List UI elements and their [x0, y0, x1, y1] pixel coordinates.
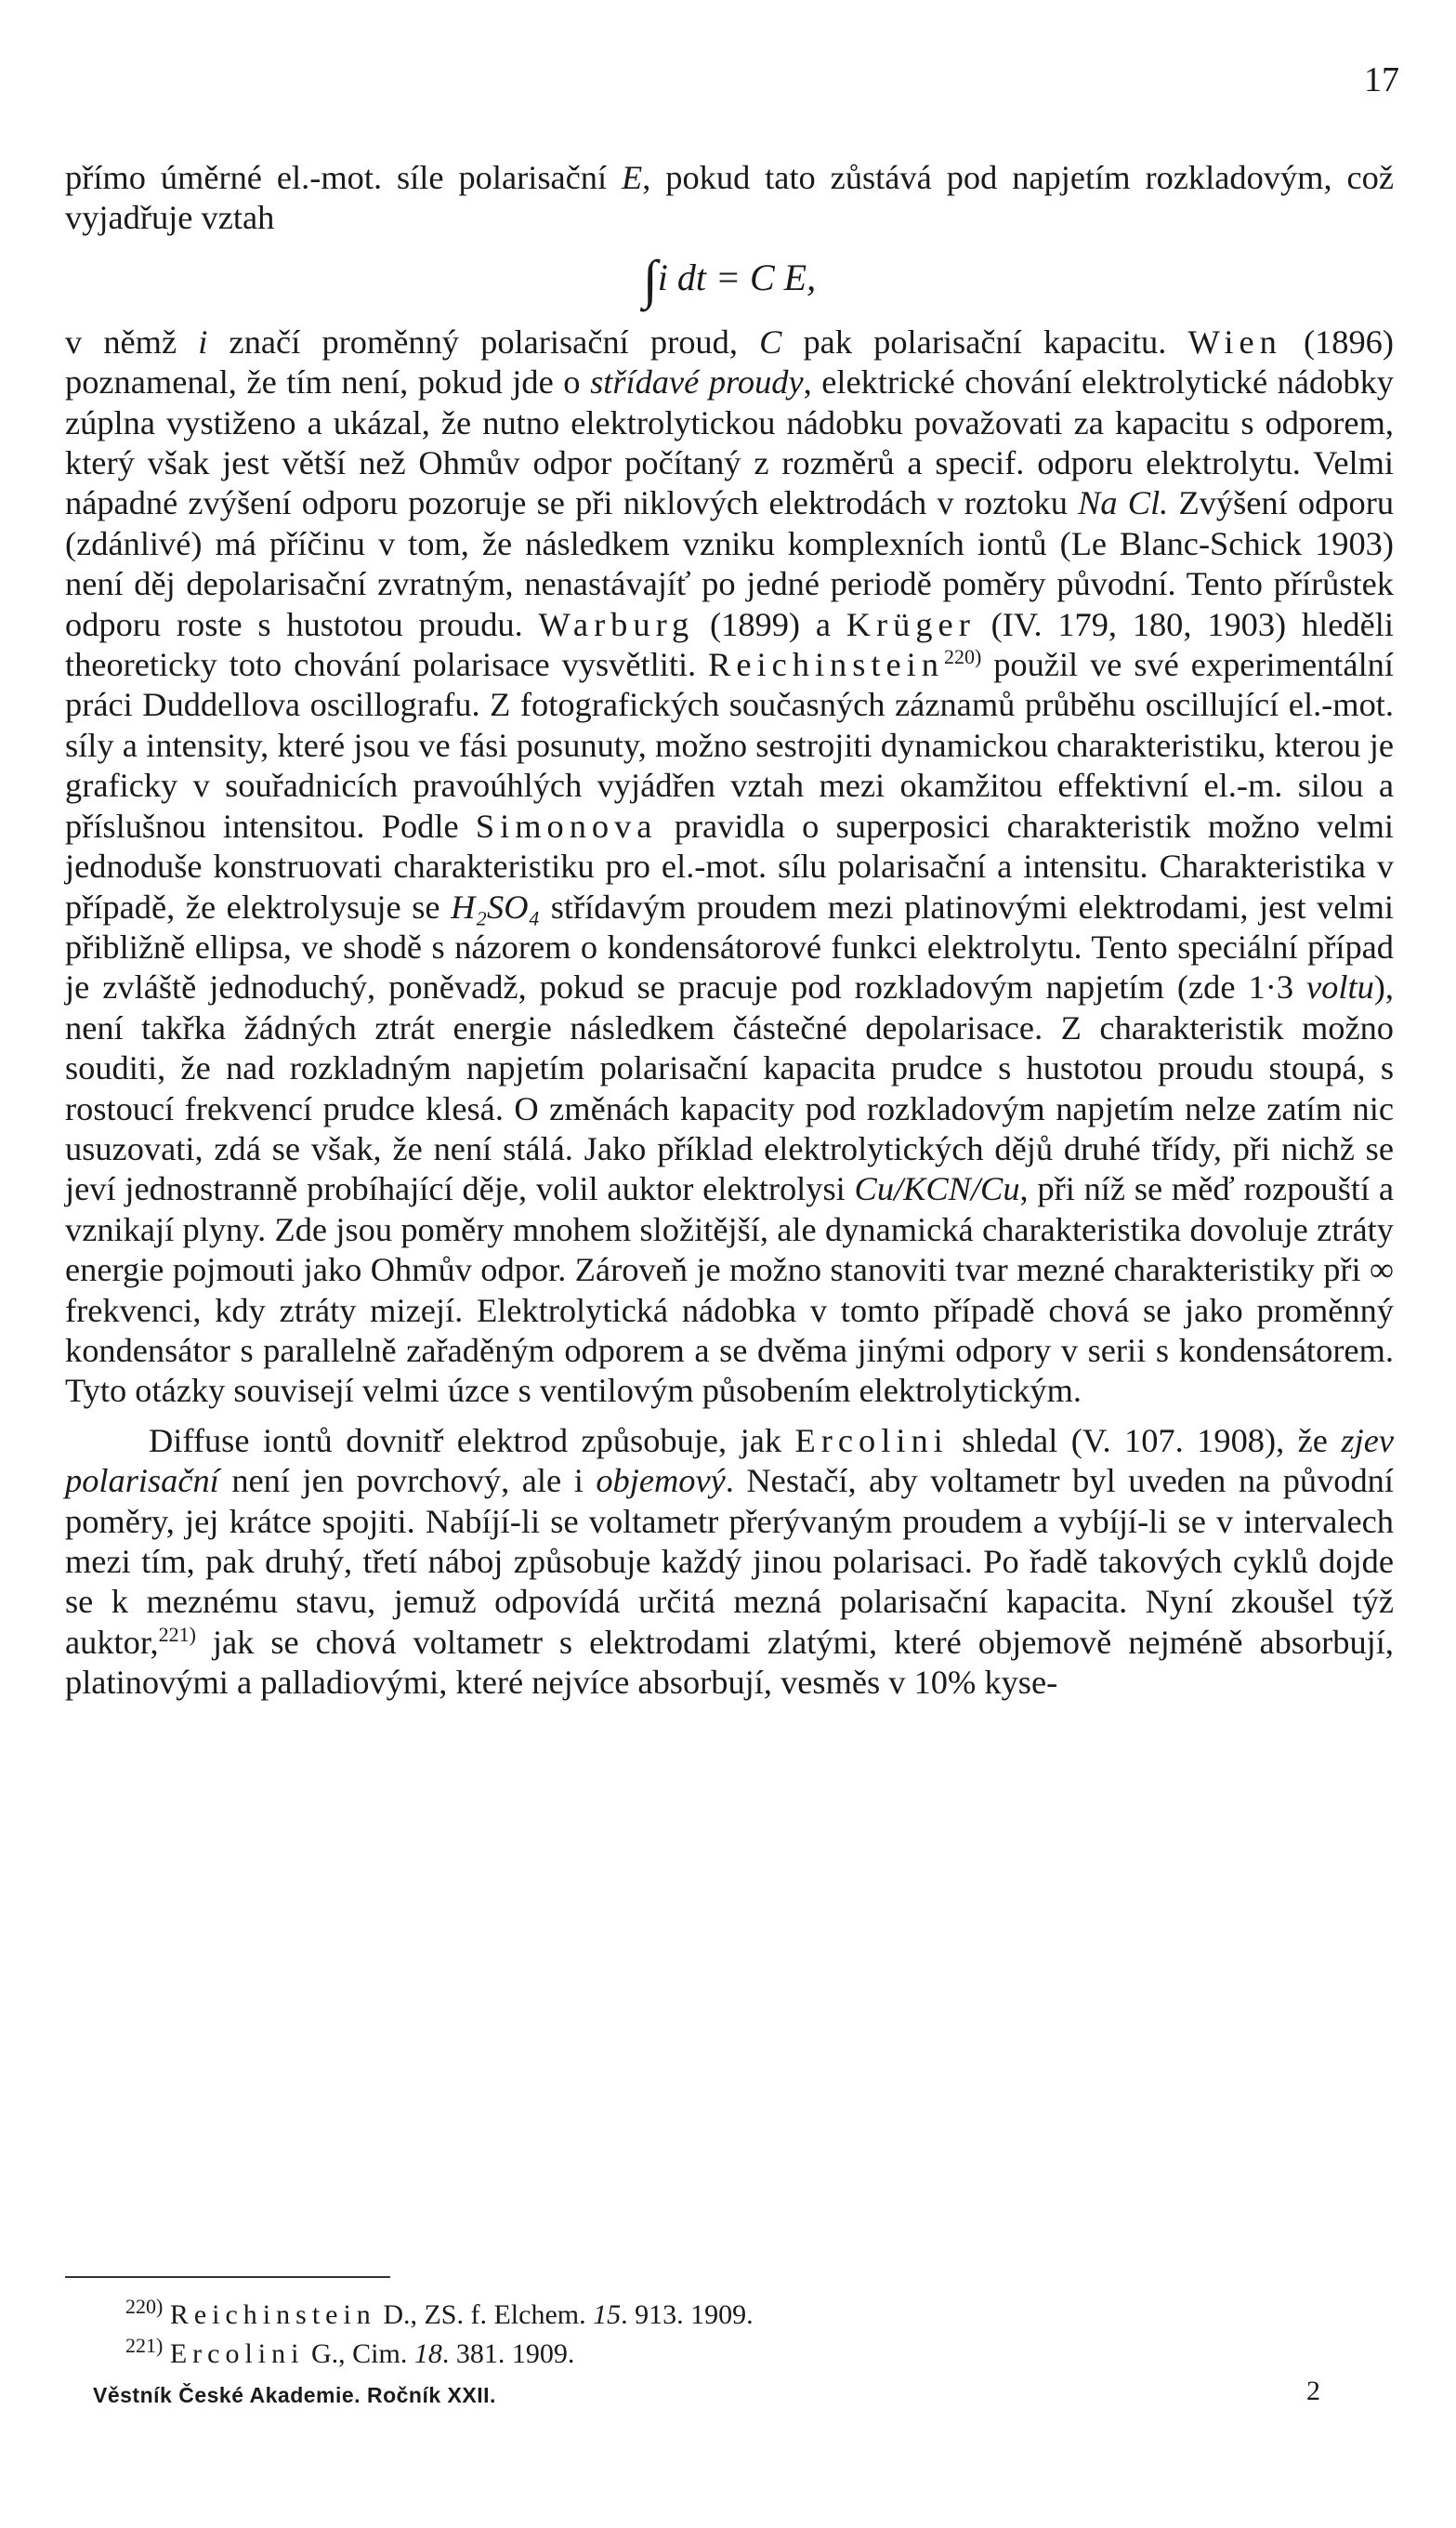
author-kruger: Krüger [846, 605, 976, 643]
footnote-divider [65, 2276, 390, 2278]
author-ercolini: Ercolini [794, 1421, 949, 1459]
footnotes [125, 2296, 754, 2374]
body-text [65, 158, 1394, 1704]
paragraph-1: v němž i značí proměnný polarisační proud, C pak polarisační kapacitu. Wien (1896) poznamenal, že tím není, pokud jde o střídavé proudy, elektrické chování elektrolytické nádobky zúplna vystiženo a ukázal, že nutno elektrolytickou nádobku považovati za kapacitu s odporem, který však jest větší než Ohmův odpor počítaný z rozměrů a specif. odporu elektrolytu. Velmi nápadné zvýšení odporu pozoruje se při niklových elektrodách v roztoku Na Cl. Zvýšení odporu (zdánlivé) má příčinu v tom, že následkem vzniku komplexních iontů (Le Blanc-Schick 1903) není děj depolarisační zvratným, nenastávajíť po jedné periodě poměry původní. Tento přírůstek odporu roste s hustotou proudu. Warburg (1899) a Krüger (IV. 179, 180, 1903) hleděli theoreticky toto chování polarisace vysvětliti. Reichinstein$^{220)}$ použil ve své experimentální práci Duddellova oscillografu. Z fotografických současných záznamů průběhu oscillující el.-mot. síly a intensity, které jsou ve fási posunuty, možno sestrojiti dynamickou charakteristiku, kterou je graficky v souřadnicích pravoúhlých vyjádřen vztah mezi okamžitou effektivní el.-m. silou a příslušnou intensitou. Podle Simonova pravidla o superposici charakteristik možno velmi jednoduše konstruovati charakteristiku pro el.-mot. sílu polarisační a intensitu. Charakteristika v případě, že elektrolysuje se H₂SO₄ střídavým proudem mezi platinovými elektrodami, jest velmi přibližně ellipsa, ve shodě s názorem o kondensátorové funkci elektrolytu. Tento speciální případ je zvláště jednoduchý, poněvadž, pokud se pracuje pod rozkladovým napjetím (zde 1·3 voltu), není takřka žádných ztrát energie následkem částečné depolarisace. Z charakteristik možno souditi, že nad rozkladným napjetím polarisační kapacita prudce s hustotou proudu stoupá, s rostoucí frekvencí prudce klesá. O změnách kapacity pod rozkladovým napjetím nelze zatím nic usuzovati, zdá se však, že není stálá. Jako příklad elektrolytických dějů druhé třídy, při nichž se jeví jednostranně probíhající děje, volil auktor elektrolysi Cu/KCN/Cu, při níž se měď rozpouští a vznikají plyny. Zde jsou poměry mnohem složitější, ale dynamická charakteristika dovoluje ztráty energie pojmouti jako Ohmův odpor. Zároveň je možno stanoviti tvar mezné charakteristiky při ∞ frekvenci, kdy ztráty mizejí. Elektrolytická nádobka v tomto případě chová se jako proměnný kondensátor s parallelně zařaděným odporem a se dvěma jinými odpory v serii s kondensátorem. Tyto otázky souvisejí velmi úzce s ventilovým působením elektrolytickým. [65, 323, 1395, 1410]
footnote-220: $^{220)}$ Reichinstein D., ZS. f. Elchem. 15. 913. 1909. [125, 2295, 754, 2330]
footnote-ref-220: 220) [943, 644, 982, 668]
author-wien: Wien [1187, 323, 1282, 361]
formula [65, 248, 1394, 309]
integral-sign: ∫ [642, 248, 658, 309]
footnote-ref-221: 221) [158, 1622, 196, 1646]
signature-mark: 2 [1306, 2376, 1320, 2406]
page-number: 17 [1364, 60, 1399, 99]
paragraph-2: Diffuse iontů dovnitř elektrod způsobuje, jak Ercolini shledal (V. 107. 1908), že zjev polarisační není jen povrchový, ale i objemový. Nestačí, aby voltametr byl uveden na původní poměry, jej krátce spojiti. Nabíjí-li se voltametr přerývaným proudem a vybíjí-li se v intervalech mezi tím, pak druhý, třetí náboj způsobuje každý jinou polarisaci. Po řadě takových cyklů dojde se k meznému stavu, jemuž odpovídá určitá mezná polarisační kapacita. Nyní zkoušel týž auktor,$^{221)}$ jak se chová voltametr s elektrodami zlatými, které objemově nejméně absorbují, platinovými a palladiovými, které nejvíce absorbují, vesměs v 10% kyse- [65, 1421, 1394, 1702]
author-reichinstein: Reichinstein [708, 646, 944, 684]
footnote-221: $^{221)}$ Ercolini G., Cim. 18. 381. 1909. [125, 2334, 575, 2369]
journal-footer: Věstník České Akademie. Ročník XXII. [93, 2383, 496, 2407]
paragraph-1-lead: přímo úměrné el.-mot. síle polarisační E, pokud tato zůstává pod napjetím rozkladovým, což vyjadřuje vztah [65, 159, 1394, 237]
formula-expression: i dt = C E, [657, 256, 817, 298]
author-warburg: Warburg [538, 605, 695, 643]
author-simonova: Simonova [475, 807, 658, 845]
